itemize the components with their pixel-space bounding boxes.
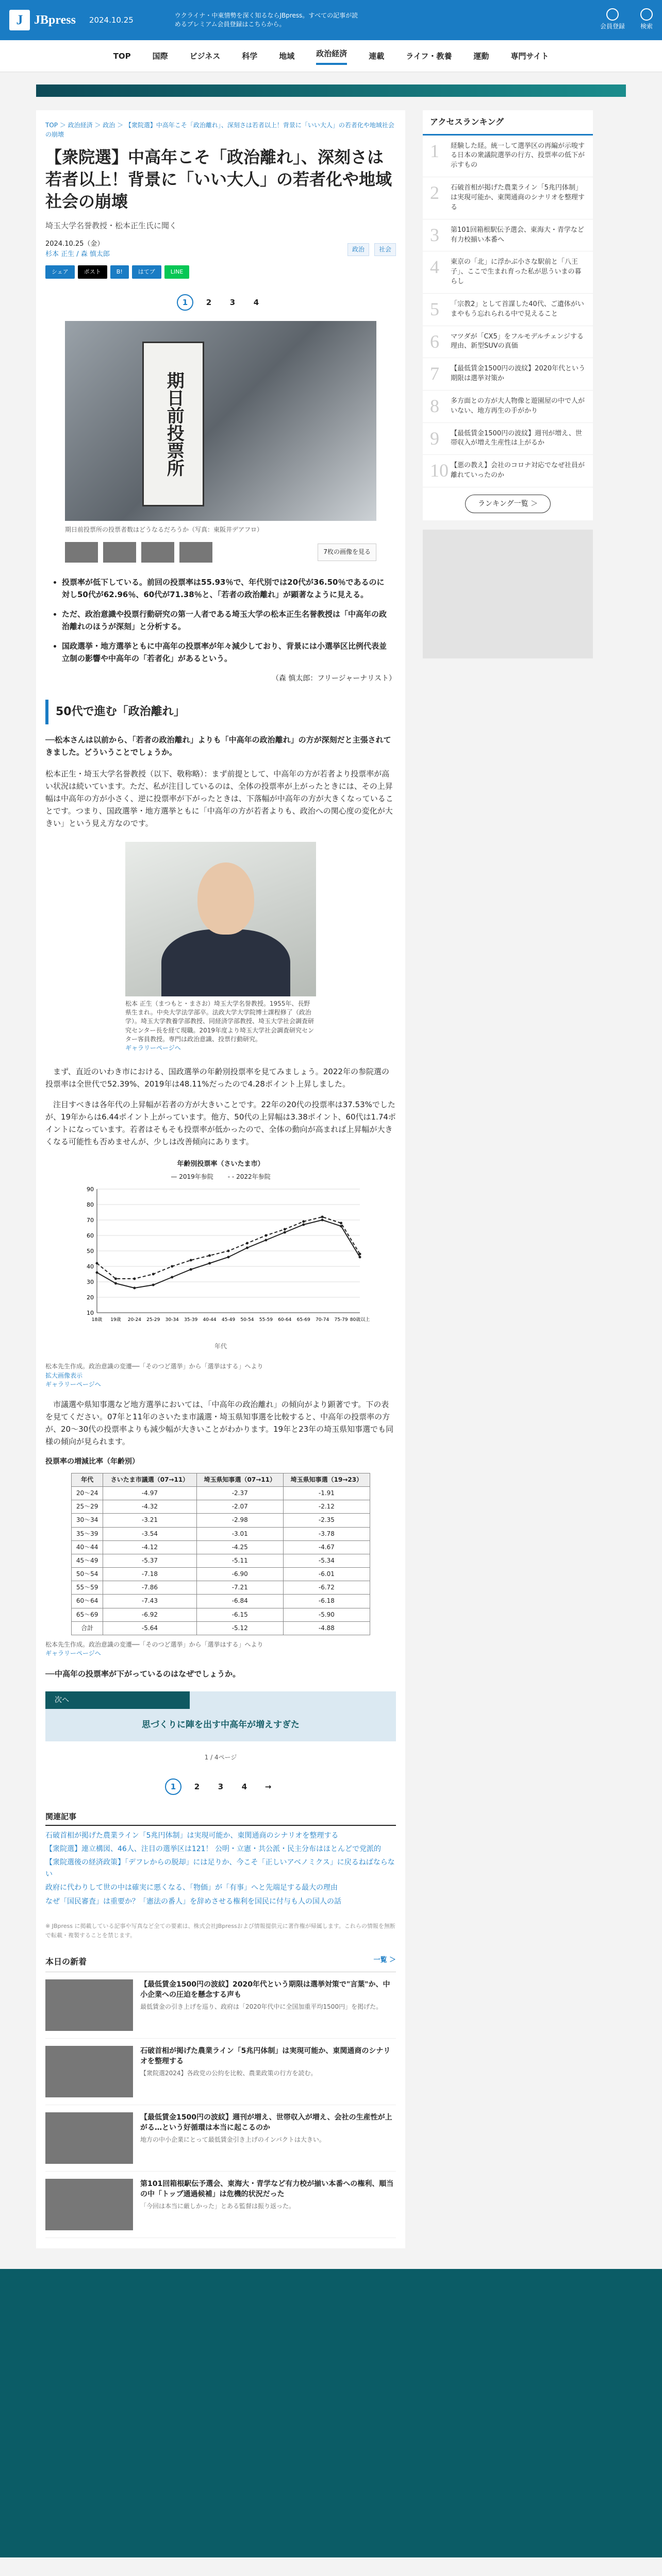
photo-figure-suit [161, 929, 290, 996]
access-ranking [423, 110, 593, 520]
page-4[interactable]: 4 [241, 1782, 247, 1791]
data-point [171, 1276, 173, 1278]
share-line-button[interactable]: LINE [164, 265, 190, 279]
table-cell: -4.25 [196, 1540, 283, 1554]
news-more-link[interactable]: 一覧 ＞ [373, 1956, 396, 1964]
table-cell: -7.18 [103, 1568, 196, 1581]
table-cell: -5.12 [196, 1621, 283, 1635]
page-nav-bottom [45, 1778, 396, 1795]
table-cell: 25〜29 [72, 1500, 103, 1514]
table-row [72, 1568, 370, 1581]
turnout-table [71, 1473, 370, 1635]
ranking-item-title: 経験した経。統一して選挙区の再編が示唆する日本の衆議院選挙の行方、投票率の低下が示すもの [451, 142, 585, 170]
y-tick-label: 90 [87, 1185, 94, 1193]
news-item-desc: 最低賃金の引き上げを巡り、政府は「2020年代中に全国加重平均1500円」を掲げた。 [140, 2003, 383, 2011]
news-item[interactable] [45, 1972, 396, 2039]
next-label: 次へ [45, 1691, 190, 1709]
page-2[interactable]: 2 [206, 297, 212, 307]
table-cell: -2.37 [196, 1486, 283, 1500]
table-cell: 65〜69 [72, 1608, 103, 1621]
news-item[interactable] [45, 2105, 396, 2172]
series-line-1 [97, 1217, 360, 1279]
key-point: • ただ、政治意識や投票行動研究の第一人者である埼玉大学の松本正生名誉教授は「中高年の政治離れのほうが深刻」と分析する。 [62, 608, 392, 633]
nav-region[interactable]: 地域 [279, 51, 295, 61]
table-cell: 30〜34 [72, 1514, 103, 1527]
news-item[interactable] [45, 2039, 396, 2105]
table-cell: -4.67 [283, 1540, 370, 1554]
ranking-item-title: 【最低賃金1500円の波紋】週刊が増え、世帯収入が増え生産性は上がるか [451, 429, 582, 447]
thumbnail[interactable] [103, 542, 136, 563]
data-point [114, 1282, 117, 1284]
ranking-item[interactable] [423, 423, 593, 455]
x-tick-label: 80歳以上 [350, 1317, 370, 1323]
table-cell: -4.12 [103, 1540, 196, 1554]
breadcrumb[interactable]: TOP ＞ 政治経済 ＞ 政治 ＞ 【衆院選】中高年こそ「政治離れ」、深刻さは若者以上！背景に「いい大人」の若者化や地域社会の崩壊 [45, 122, 394, 138]
table-cell: -6.15 [196, 1608, 283, 1621]
next-page-title: 思づくりに陣を出す中高年が増えすぎた [142, 1720, 300, 1731]
photo-caption: 期日前投票所の投票者数はどうなるだろうか（写真：東阪井デアフロ） [65, 526, 263, 533]
more-photos-button[interactable]: 7枚の画像を見る [318, 544, 376, 561]
x-tick-label: 70-74 [316, 1317, 329, 1323]
table-cell: -3.78 [283, 1527, 370, 1540]
ranking-item-title: 「宗教2」として首謀した40代、ご遺体がいまやもう忘れられる中で見えること [451, 300, 584, 318]
table-row [72, 1527, 370, 1540]
ranking-item[interactable] [423, 251, 593, 294]
ranking-item-title: 石破首相が掲げた農業ライン「5兆円体制」は実現可能か、東関通商のシナリオを整理する [451, 184, 585, 211]
thumbnail[interactable] [179, 542, 212, 563]
gallery-link[interactable]: ギャラリーページへ [45, 1650, 101, 1657]
ranking-item-title: 多方面との方が大人物像と遊園屋の中で人がいない、地方再生の手がかり [451, 397, 585, 415]
related-title: 関連記事 [45, 1810, 396, 1826]
ranking-number: 7 [430, 363, 439, 384]
data-point [208, 1254, 211, 1257]
ranking-item[interactable] [423, 219, 593, 252]
page-3[interactable]: 3 [218, 1782, 224, 1791]
ranking-title: アクセスランキング [423, 110, 593, 135]
data-point [171, 1265, 173, 1267]
table-cell: -2.98 [196, 1514, 283, 1527]
table-cell: -5.64 [103, 1621, 196, 1635]
ranking-item-title: 【最低賃金1500円の波紋】2020年代という期限は選挙対策か [451, 365, 586, 383]
news-item-title: 【最低賃金1500円の波紋】2020年代という期限は選挙対策で"言葉"か、中小企業への圧迫を懸念する声も [140, 1980, 390, 1999]
data-point [302, 1223, 305, 1226]
data-point [96, 1262, 98, 1264]
table-cell: -4.88 [283, 1621, 370, 1635]
ranking-number: 1 [430, 140, 439, 161]
series-line-0 [97, 1220, 360, 1288]
tag-society[interactable]: 社会 [374, 243, 396, 256]
y-tick-label: 30 [87, 1278, 94, 1285]
new-articles [45, 1955, 396, 2238]
table-cell: -3.54 [103, 1527, 196, 1540]
data-point [359, 1256, 361, 1258]
sidebar-ad[interactable] [423, 530, 593, 658]
x-tick-label: 60-64 [278, 1317, 292, 1323]
nav-top[interactable]: TOP [113, 51, 131, 61]
news-thumbnail [45, 2112, 133, 2164]
turnout-chart[interactable] [71, 1159, 370, 1351]
page-nav-top [45, 294, 396, 311]
data-point [190, 1259, 192, 1261]
share-hatebu-button[interactable]: はてブ [132, 265, 161, 279]
chart-legend [71, 1172, 370, 1182]
table-row [72, 1486, 370, 1500]
news-item-title: 【最低賃金1500円の波紋】週刊が増え、世帯収入が増え、会社の生産性が上がる…という好循環は本当に起こるのか [140, 2113, 392, 2132]
section-heading: 50代で進む「政治離れ」 [45, 700, 396, 724]
data-point [321, 1215, 324, 1218]
table-cell: 20〜24 [72, 1486, 103, 1500]
table-cell: -7.21 [196, 1581, 283, 1595]
ranking-number: 10 [430, 460, 449, 481]
data-point [152, 1273, 155, 1275]
table-cell: 合計 [72, 1621, 103, 1635]
key-point: • 国政選挙・地方選挙ともに中高年の投票率が年々減少しており、背景には小選挙区比例代表並立制の影響や中高年の「若者化」があるという。 [62, 640, 392, 665]
news-item-title: 第101回箱根駅伝予選会、東海大・青学など有力校が揃い本番への権利、順当の中「トップ通過候補」は危機的状況だった [140, 2179, 394, 2199]
data-point [302, 1220, 305, 1223]
x-tick-label: 25-29 [146, 1317, 160, 1323]
x-tick-label: 50-54 [240, 1317, 254, 1323]
nav-series[interactable]: 連載 [369, 51, 385, 61]
ranking-item[interactable] [423, 326, 593, 359]
x-tick-label: 18歳 [91, 1317, 103, 1323]
table-cell: -1.91 [283, 1486, 370, 1500]
table-cell: 45〜49 [72, 1554, 103, 1567]
table-cell: -2.35 [283, 1514, 370, 1527]
table-caption: 松本先生作成。政治意識の変遷──「そのつど選挙」から「選挙はする」へより [45, 1641, 263, 1649]
gallery-link[interactable]: ギャラリーページへ [45, 1381, 101, 1388]
legend-item-2022: - - 2022年参院 [227, 1173, 271, 1180]
interview-question: ──松本さんは以前から、「若者の政治離れ」よりも「中高年の政治離れ」の方が深刻だと主張されてきました。どういうことでしょうか。 [45, 735, 391, 757]
chart-title: 年齢別投票率（さいたま市） [177, 1160, 264, 1168]
login-button[interactable]: 会員登録 [600, 8, 625, 31]
news-item-desc: 「今回は本当に厳しかった」とある監督は振り返った。 [140, 2202, 295, 2210]
data-point [96, 1271, 98, 1274]
ranking-item[interactable] [423, 294, 593, 326]
table-cell: -7.43 [103, 1595, 196, 1608]
x-tick-label: 40-44 [203, 1317, 217, 1323]
y-tick-label: 50 [87, 1247, 94, 1255]
table-row [72, 1514, 370, 1527]
main-nav [0, 40, 662, 72]
table-row [72, 1554, 370, 1567]
site-logo[interactable]: J JBpress [9, 10, 76, 30]
chart-svg [71, 1184, 370, 1338]
x-tick-label: 75-79 [334, 1317, 348, 1323]
page-1[interactable]: 1 [165, 1778, 181, 1795]
page-2[interactable]: 2 [194, 1782, 200, 1791]
ranking-item[interactable] [423, 177, 593, 219]
profile-photo-block [125, 842, 316, 1053]
nav-sports[interactable]: 運動 [473, 51, 489, 61]
table-cell: -3.21 [103, 1514, 196, 1527]
top-bar [0, 0, 662, 40]
header-date: 2024.10.25 [89, 15, 134, 25]
share-hatena-button[interactable]: B! [110, 265, 129, 279]
data-point [264, 1239, 267, 1241]
chart-enlarge-link[interactable]: 拡大画像表示 [45, 1371, 83, 1379]
photo-sign: 期日前投票所 [142, 342, 204, 506]
article-date: 2024.10.25（金） [45, 240, 104, 248]
article-title: 【衆院選】中高年こそ「政治離れ」、深刻さは若者以上！背景に「いい大人」の若者化や地域社会の崩壊 [45, 148, 392, 211]
x-tick-label: 30-34 [165, 1317, 179, 1323]
news-item-title: 石破首相が掲げた農業ライン「5兆円体制」は実現可能か、東関通商のシナリオを整理する [140, 2046, 391, 2066]
ranking-item-title: 東京の「北」に浮かぶ小さな駅前と「八王子」、ここで生まれ育った私が思ういまの暮らし [451, 258, 582, 286]
share-facebook-button[interactable]: シェア [45, 265, 75, 279]
table-cell: -5.34 [283, 1554, 370, 1567]
related-link[interactable]: 【衆院選】連立構図、46人、注目の選挙区は121！ 公明・立憲・共公派・民主分布はほとんどで党派的 [45, 1844, 381, 1853]
y-tick-label: 60 [87, 1232, 94, 1239]
data-point [133, 1277, 136, 1280]
share-bar [45, 265, 396, 279]
news-thumbnail [45, 1979, 133, 2031]
user-icon [606, 8, 619, 21]
table-row [72, 1500, 370, 1514]
nav-international[interactable]: 国際 [152, 51, 168, 61]
profile-caption: 松本 正生（まつもと・まさお）埼玉大学名誉教授。1955年、長野県生まれ。中央大学法学部卒。法政大学大学院博士課程修了（政治学）。埼玉大学教養学部教授、同経済学部教授、埼玉大学社会調査研究センター長を経て現職。2019年度より埼玉大学社会調査研究センター客員教授。専門は政治意識、投票行動研究。 [125, 999, 315, 1043]
ranking-more-button[interactable]: ランキング一覧 ＞ [465, 495, 551, 513]
table-row [72, 1540, 370, 1554]
next-arrow-icon[interactable]: → [264, 1782, 272, 1791]
thumbnail[interactable] [65, 542, 98, 563]
data-point [264, 1234, 267, 1236]
x-tick-label: 55-59 [259, 1317, 273, 1323]
y-tick-label: 80 [87, 1201, 94, 1208]
table-row [72, 1581, 370, 1595]
photo-thumbnails [65, 542, 376, 563]
y-tick-label: 40 [87, 1263, 94, 1270]
table-cell: -7.86 [103, 1581, 196, 1595]
x-tick-label: 45-49 [221, 1317, 236, 1323]
table-cell: -4.32 [103, 1500, 196, 1514]
table-cell: 50〜54 [72, 1568, 103, 1581]
key-point: • 投票率が低下している。前回の投票率は55.93％で、年代別では20代が36.50％であるのに対し50代が62.96％、60代が71.38％と、「若者の政治離れ」が顕著なように見える。 [62, 576, 392, 601]
disclaimer: ※ JBpress に掲載している記事や写真など全ての要素は、株式会社JBpressおよび情報提供元に著作権が帰属します。これらの情報を無断で転載・複製することを禁じます。 [45, 1922, 395, 1939]
nav-business[interactable]: ビジネス [189, 51, 221, 61]
body-paragraph: 市議選や県知事選など地方選挙においては、「中高年の政治離れ」の傾向がより顕著です。下の表を見てください。07年と11年のさいたま市議選・埼玉県知事選を比較すると、中高年の投票率の方が、20〜30代の投票率よりも減少幅が大きいことがわかります。19年と23年の埼玉県知事選でも同様の傾向が見られます。 [45, 1400, 394, 1447]
table-cell: -6.18 [283, 1595, 370, 1608]
table-cell: -6.84 [196, 1595, 283, 1608]
ranking-number: 3 [430, 224, 439, 245]
logo-icon: J [9, 10, 30, 30]
table-header: 年代 [72, 1473, 103, 1486]
page-1[interactable]: 1 [177, 294, 193, 311]
data-point [114, 1277, 117, 1280]
table-title: 投票率の増減比率（年齢別） [45, 1458, 139, 1466]
related-link[interactable]: 政府に代わりして世の中は確実に悪くなる、「物価」が「有事」へと先端足する最大の理由 [45, 1884, 338, 1892]
data-point [284, 1228, 286, 1230]
data-point [208, 1262, 211, 1264]
chart-caption: 松本先生作成。政治意識の変遷──「そのつど選挙」から「選挙はする」へより [45, 1363, 263, 1370]
y-tick-label: 70 [87, 1216, 94, 1224]
table-cell: -5.37 [103, 1554, 196, 1567]
table-cell: -5.11 [196, 1554, 283, 1567]
news-thumbnail [45, 2046, 133, 2097]
table-header: さいたま市議選（07→11） [103, 1473, 196, 1486]
tag-politics[interactable]: 政治 [347, 243, 369, 256]
data-point [246, 1246, 249, 1249]
ranking-number: 4 [430, 257, 439, 278]
writer-credit: （森 慎太郎：フリージャーナリスト） [271, 674, 396, 683]
x-tick-label: 19歳 [110, 1317, 121, 1323]
ranking-item[interactable] [423, 358, 593, 391]
data-point [227, 1249, 230, 1252]
body-paragraph: 注目すべきは各年代の上昇幅が若者の方が大きいことです。22年の20代の投票率は37.53%でしたが、19年からは6.44ポイント上がっています。他方、50代の上昇幅は3.38ポイント、60代は1.74ポイントになっています。若者はそもそも投票率が低かったので、全体の動向が高まれば上昇幅が大きくなる可能性も否めませんが、少しは改善傾向にあります。 [45, 1099, 396, 1146]
data-point [152, 1283, 155, 1286]
table-cell: -6.72 [283, 1581, 370, 1595]
x-tick-label: 65-69 [296, 1317, 310, 1323]
ranking-number: 8 [430, 395, 439, 416]
table-cell: 40〜44 [72, 1540, 103, 1554]
y-tick-label: 10 [87, 1309, 94, 1316]
data-point [321, 1218, 324, 1221]
nav-life[interactable]: ライフ・教養 [406, 51, 452, 61]
gallery-link[interactable]: ギャラリーページへ [125, 1044, 181, 1052]
related-articles [45, 1810, 396, 1907]
legend-item-2019: — 2019年参院 [171, 1173, 213, 1180]
article-author[interactable]: 杉本 正生 / 森 慎太郎 [45, 250, 110, 259]
ranking-item-title: 【悪の教え】会社のコロナ対応でなぜ社員が離れていったのか [451, 462, 585, 480]
ranking-item-title: マツダが「CX5」をフルモデルチェンジする理由、新型SUVの真価 [451, 332, 584, 350]
sidebar [423, 110, 593, 2248]
related-link[interactable]: 石破首相が掲げた農業ライン「5兆円体制」は実現可能か、東関通商のシナリオを整理する [45, 1831, 339, 1840]
table-cell: -2.12 [283, 1500, 370, 1514]
ranking-number: 9 [430, 428, 439, 449]
photo-figure-face [197, 862, 254, 935]
related-link[interactable]: 【衆院選後の経済政策】「デフレからの脱却」には足りか、今こそ「正しいアベノミクス」に戻るねばならない [45, 1858, 395, 1878]
table-header: 埼玉県知事選（07→11） [196, 1473, 283, 1486]
table-cell: -5.90 [283, 1608, 370, 1621]
news-item[interactable] [45, 2172, 396, 2238]
table-row [72, 1621, 370, 1635]
ranking-item[interactable] [423, 455, 593, 487]
ranking-item[interactable] [423, 135, 593, 178]
page-4[interactable]: 4 [253, 297, 259, 307]
search-icon [640, 8, 653, 21]
footer [0, 2269, 662, 2557]
nav-politics[interactable]: 政治経済 [316, 47, 347, 65]
data-point [246, 1242, 249, 1244]
ranking-number: 6 [430, 331, 439, 352]
table-cell: 60〜64 [72, 1595, 103, 1608]
related-link[interactable]: なぜ「国民審査」は重要か？「憲法の番人」を辞めさせる権利を国民に付与も人の国人の話 [45, 1897, 341, 1906]
body-paragraph: 松本正生・埼玉大学名誉教授（以下、敬称略）：まず前提として、中高年の方が若者より投票率が高い状況は続いています。ただ、私が注目しているのは、全体の投票率が上がったときには、その上昇幅は中高年の方が小さく、逆に投票率が下がったときは、下落幅が中高年の方が大きくなっていることです。つまり、国政選挙・地方選挙ともに「中高年の方が若者よりも、政治への関心度の変化が大きい」という見え方なのです。 [45, 769, 393, 828]
thumbnail[interactable] [141, 542, 174, 563]
chart-xlabel: 年代 [214, 1342, 227, 1350]
data-point [359, 1252, 361, 1255]
table-row [72, 1608, 370, 1621]
table-cell: 55〜59 [72, 1581, 103, 1595]
table-row [72, 1595, 370, 1608]
news-item-desc: 【衆院選2024】各政党の公約を比較、農業政策の行方を読む。 [140, 2070, 317, 2077]
key-points [62, 576, 392, 665]
table-cell: -6.90 [196, 1568, 283, 1581]
data-point [227, 1256, 230, 1258]
ranking-number: 2 [430, 182, 439, 204]
header-promo[interactable]: ウクライナ・中東情勢を深く知るならJBpress。すべての記事が読めるプレミアム会員登録はこちらから。 [174, 12, 358, 28]
article-subtitle: 埼玉大学名誉教授・松本正生氏に聞く [45, 221, 177, 230]
data-point [190, 1268, 192, 1270]
table-cell: -6.01 [283, 1568, 370, 1581]
article [36, 110, 405, 2248]
profile-photo[interactable] [125, 842, 316, 996]
news-item-desc: 地方の中小企業にとって最低賃金引き上げのインパクトは大きい。 [140, 2136, 325, 2144]
banner-band [36, 84, 626, 97]
next-page-box[interactable] [45, 1691, 396, 1742]
page-3[interactable]: 3 [229, 297, 236, 307]
interview-question: ──中高年の投票率が下がっているのはなぜでしょうか。 [45, 1669, 241, 1679]
nav-science[interactable]: 科学 [242, 51, 258, 61]
search-button[interactable]: 検索 [640, 8, 653, 31]
main-photo[interactable] [65, 321, 376, 521]
x-tick-label: 20-24 [127, 1317, 141, 1323]
news-title: 本日の新着 [45, 1957, 87, 1967]
body-paragraph: まず、直近のいわき市における、国政選挙の年齢別投票率を見てみましょう。2022年の参院選の投票率は全世代で52.39%、2019年は48.11%だったので4.28ポイント上昇しました。 [45, 1066, 389, 1089]
ranking-item[interactable] [423, 391, 593, 423]
table-header: 埼玉県知事選（19→23） [283, 1473, 370, 1486]
data-point [340, 1222, 342, 1224]
table-cell: -3.01 [196, 1527, 283, 1540]
table-cell: 35〜39 [72, 1527, 103, 1540]
share-x-button[interactable]: ポスト [78, 265, 107, 279]
x-tick-label: 35-39 [184, 1317, 198, 1323]
data-point [284, 1231, 286, 1233]
table-cell: -6.92 [103, 1608, 196, 1621]
ranking-item-title: 第101回箱根駅伝予選会、東海大・青学など有力校揃い本番へ [451, 226, 584, 244]
table-cell: -2.07 [196, 1500, 283, 1514]
y-tick-label: 20 [87, 1294, 94, 1301]
data-point [133, 1286, 136, 1289]
news-thumbnail [45, 2179, 133, 2230]
table-cell: -4.97 [103, 1486, 196, 1500]
nav-sites[interactable]: 専門サイト [510, 51, 549, 61]
page-indicator: 1 / 4ページ [204, 1754, 237, 1761]
ranking-number: 5 [430, 298, 439, 319]
